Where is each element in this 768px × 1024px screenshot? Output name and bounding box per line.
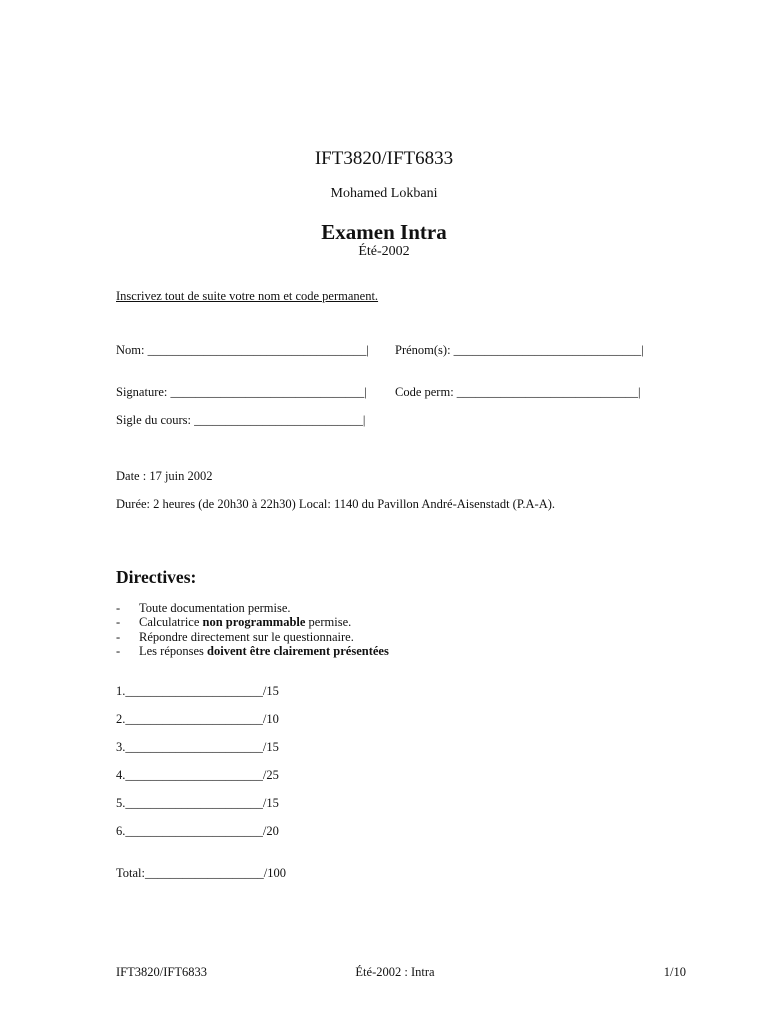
score-line-q4: 4.______________________/25 [116,768,279,782]
footer-term: Été-2002 : Intra [355,965,435,979]
score-total: Total:___________________/100 [116,866,286,880]
score-line-q3: 3.______________________/15 [116,740,279,754]
score-line-q5: 5.______________________/15 [116,796,279,810]
signature-field: Signature: _______________________________| [116,385,367,399]
score-line-q1: 1.______________________/15 [116,684,279,698]
score-line-q2: 2.______________________/10 [116,712,279,726]
code-perm-field: Code perm: _____________________________| [395,385,641,399]
directive-item: - Toute documentation permise. [116,601,291,615]
footer-page-number: 1/10 [663,965,686,979]
instruction-text: Inscrivez tout de suite votre nom et code permanent. [116,289,379,303]
directive-item: - Répondre directement sur le questionnaire. [116,629,354,644]
directive-item: - Les réponses doivent être clairement présentées [116,643,389,658]
directives-list [116,601,389,658]
nom-field: Nom: ___________________________________| [116,343,369,357]
sigle-field: Sigle du cours: ___________________________| [116,413,366,427]
directive-item: - Calculatrice non programmable permise. [116,615,352,630]
course-code: IFT3820/IFT6833 [314,148,454,169]
author-name: Mohamed Lokbani [330,186,438,201]
footer-course: IFT3820/IFT6833 [116,965,207,979]
exam-title: Examen Intra [321,220,447,244]
score-line-q6: 6.______________________/20 [116,824,279,838]
prenom-field: Prénom(s): ______________________________| [395,343,644,357]
exam-date: Date : 17 juin 2002 [116,469,213,483]
exam-term: Été-2002 [358,244,410,259]
directives-heading: Directives: [116,567,197,587]
exam-duration: Durée: 2 heures (de 20h30 à 22h30) Local: 1140 du Pavillon André-Aisenstadt (P.A-A). [116,497,556,511]
